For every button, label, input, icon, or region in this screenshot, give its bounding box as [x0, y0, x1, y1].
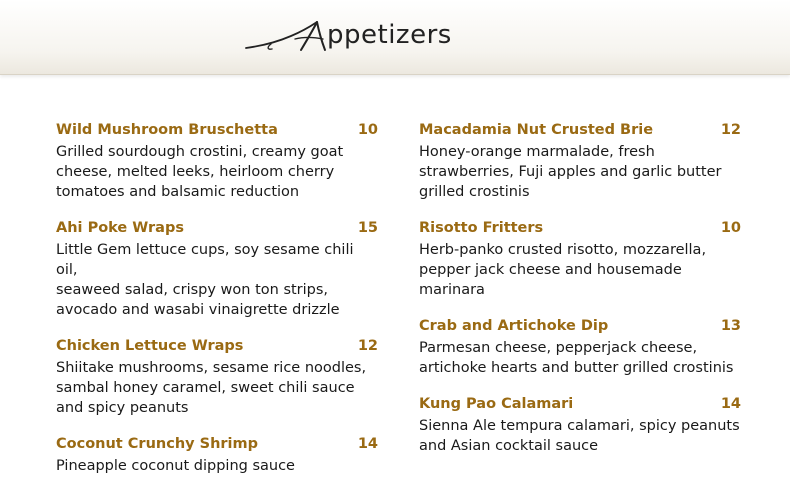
right-column — [419, 122, 741, 474]
menu-item — [419, 396, 741, 456]
item-description: Shiitake mushrooms, sesame rice noodles, sambal honey caramel, sweet chili sauce and spicy peanuts — [56, 360, 367, 416]
item-price: 10 — [720, 220, 741, 236]
menu-item — [419, 220, 741, 300]
item-description: Sienna Ale tempura calamari, spicy peanuts and Asian cocktail sauce — [419, 418, 740, 454]
item-price: 12 — [720, 122, 741, 138]
menu-item — [56, 338, 378, 418]
item-name: Chicken Lettuce Wraps — [56, 338, 244, 354]
item-price: 10 — [357, 122, 378, 138]
item-price: 14 — [720, 396, 741, 412]
title-initial-a — [243, 8, 333, 58]
page-title-text: ppetizers — [327, 20, 452, 50]
item-price: 13 — [720, 318, 741, 334]
item-name: Macadamia Nut Crusted Brie — [419, 122, 654, 138]
item-description: Honey-orange marmalade, fresh strawberries, Fuji apples and garlic butter grilled crostinis — [419, 144, 722, 200]
item-name: Coconut Crunchy Shrimp — [56, 436, 259, 452]
item-name: Crab and Artichoke Dip — [419, 318, 609, 334]
menu-item — [419, 318, 741, 378]
menu-item — [56, 122, 378, 202]
menu-item — [419, 122, 741, 202]
page-title — [243, 8, 543, 58]
item-description: Herb-panko crusted risotto, mozzarella, pepper jack cheese and housemade marinara — [419, 242, 707, 298]
item-price: 12 — [357, 338, 378, 354]
item-price: 14 — [357, 436, 378, 452]
item-description: Pineapple coconut dipping sauce — [56, 458, 295, 474]
item-name: Kung Pao Calamari — [419, 396, 574, 412]
item-description: Little Gem lettuce cups, soy sesame chili oil, seaweed salad, crispy won ton strips, avocado and wasabi vinaigrette drizzle — [56, 242, 354, 318]
item-name: Wild Mushroom Bruschetta — [56, 122, 278, 138]
item-description: Grilled sourdough crostini, creamy goat cheese, melted leeks, heirloom cherry tomatoes and balsamic reduction — [56, 144, 344, 200]
menu-item — [56, 220, 378, 320]
item-description: Parmesan cheese, pepperjack cheese, artichoke hearts and butter grilled crostinis — [419, 340, 734, 376]
item-price: 15 — [357, 220, 378, 236]
item-name: Ahi Poke Wraps — [56, 220, 184, 236]
menu-item — [56, 436, 378, 476]
item-name: Risotto Fritters — [419, 220, 544, 236]
left-column — [56, 122, 378, 494]
